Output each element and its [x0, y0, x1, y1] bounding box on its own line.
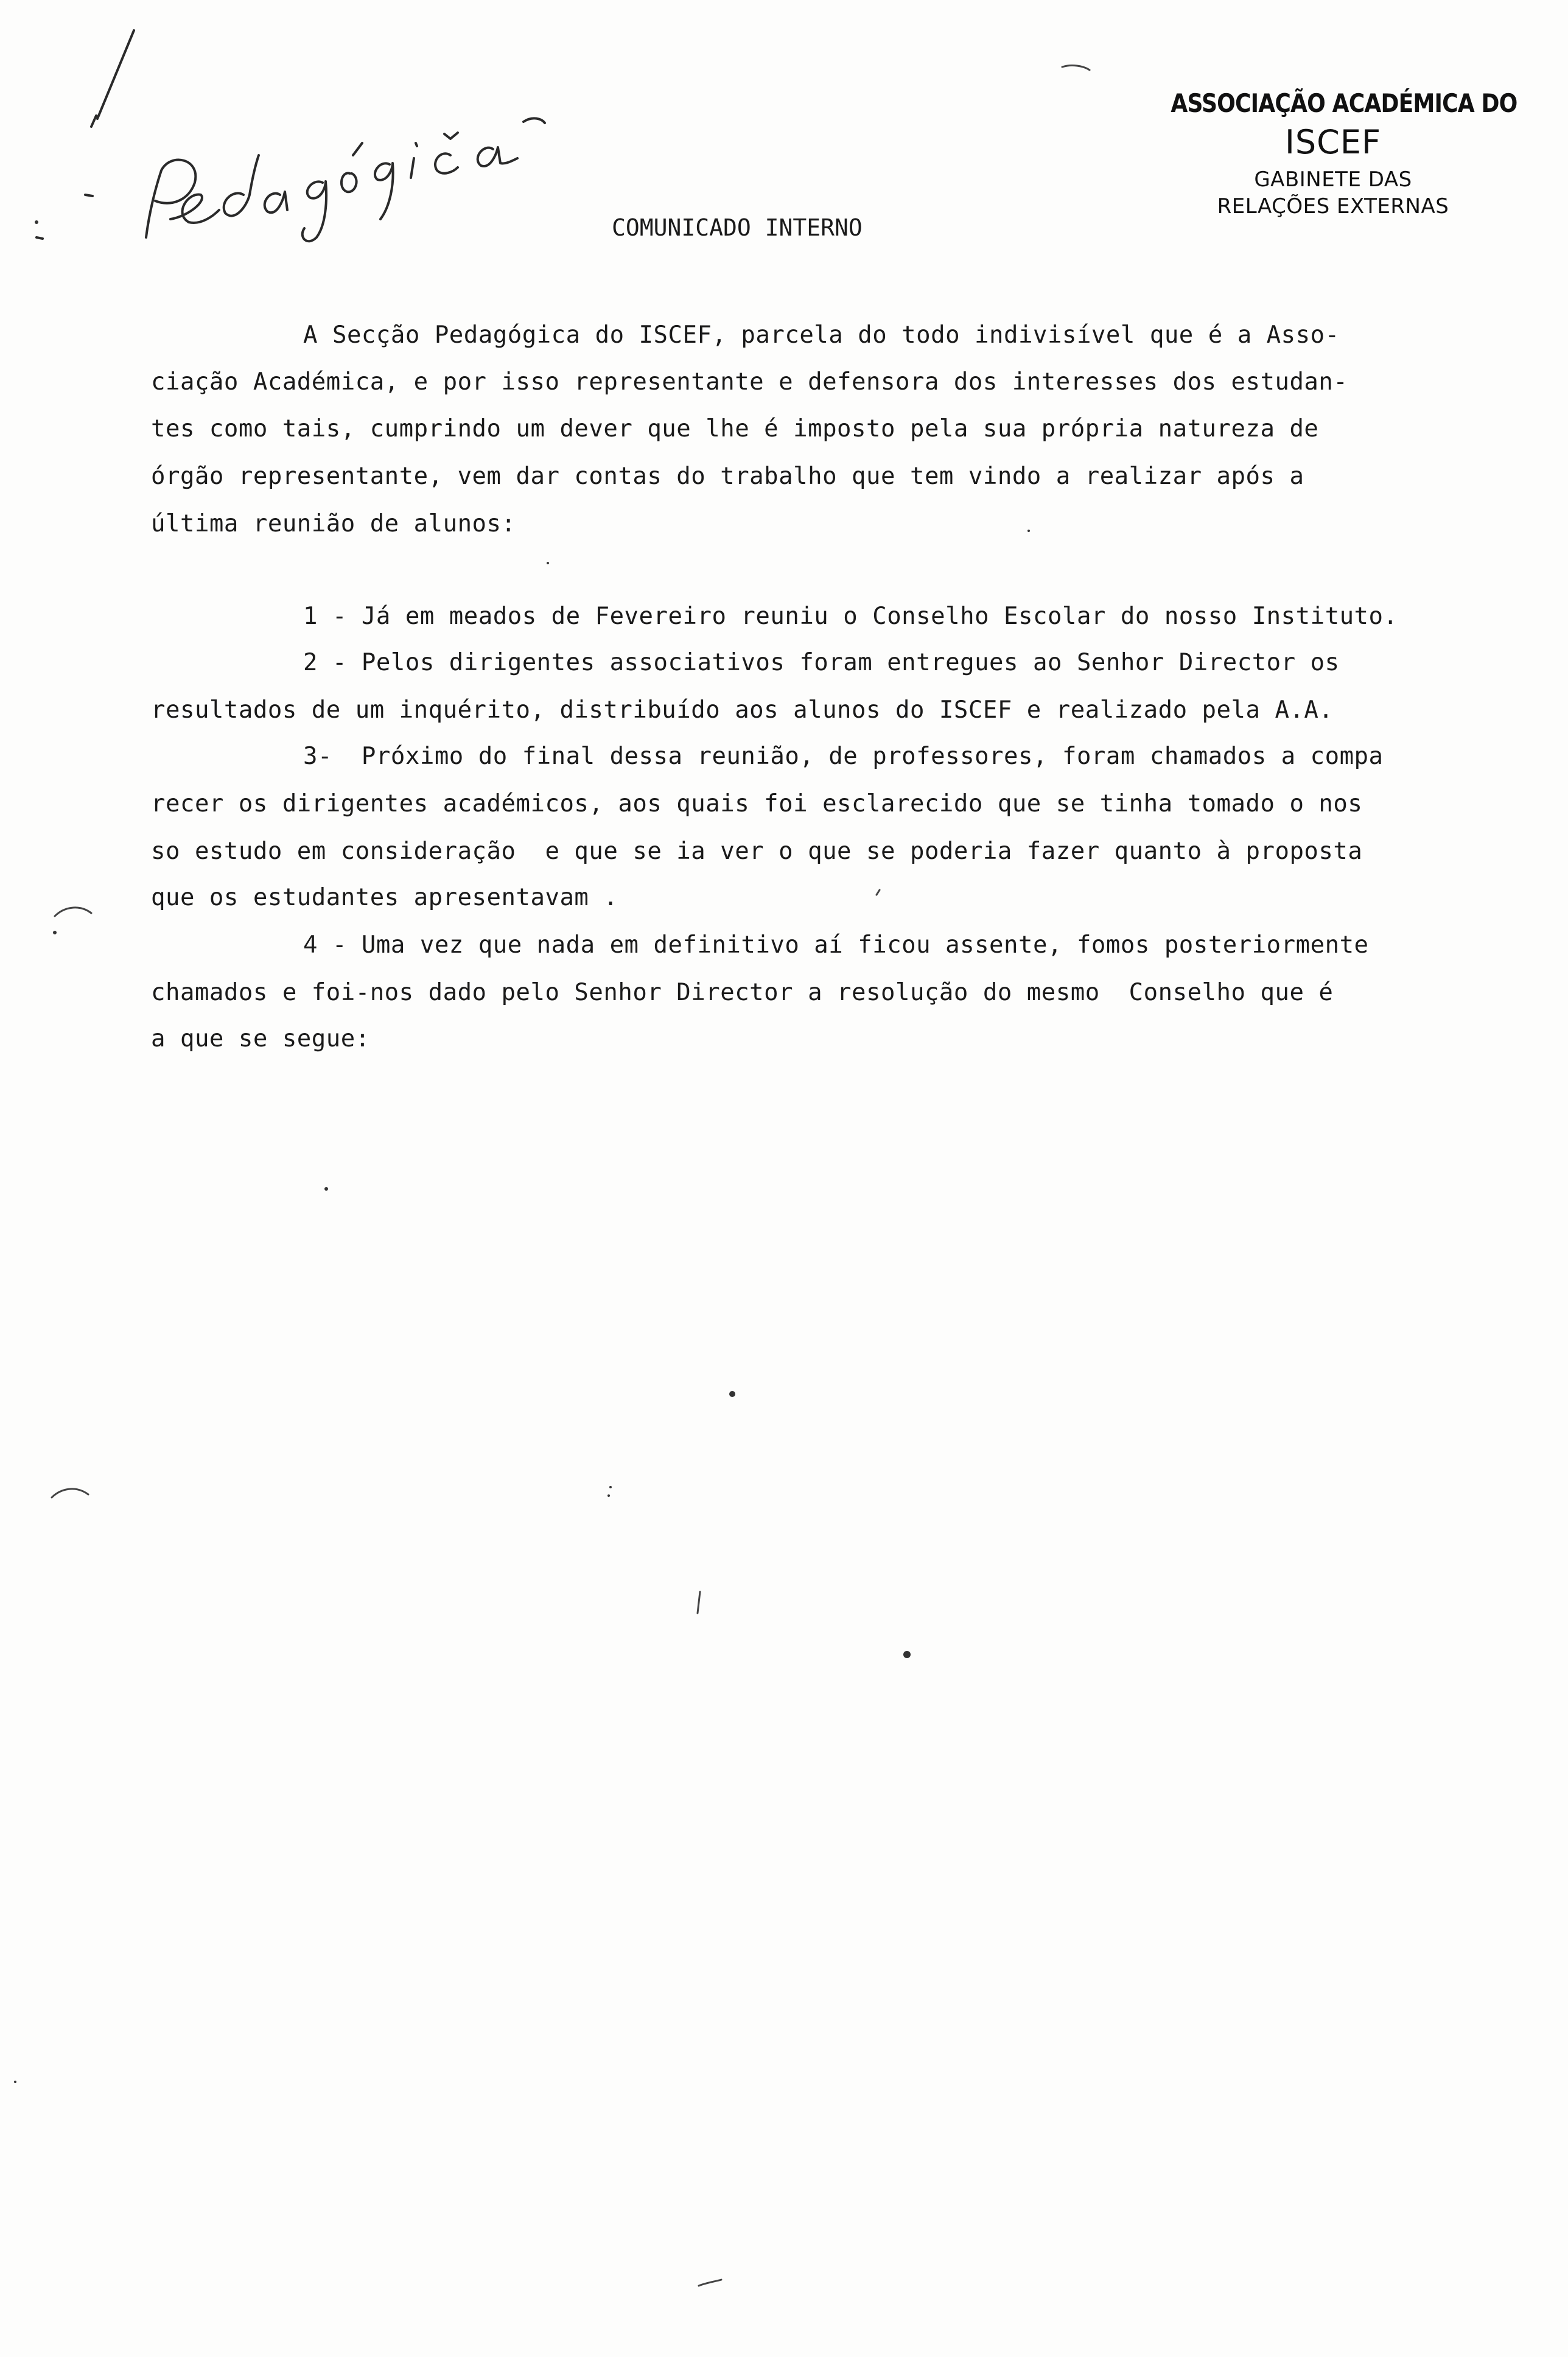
item-3-line: que os estudantes apresentavam .	[151, 884, 618, 911]
intro-line: ciação Académica, e por isso representante e defensora dos interesses dos estudan-	[151, 368, 1348, 396]
institute-name: ISCEF	[1284, 123, 1382, 161]
organization-name: ASSOCIAÇÃO ACADÉMICA DO	[1171, 88, 1517, 118]
item-3-line: so estudo em consideração e que se ia ver o que se poderia fazer quanto à proposta	[151, 838, 1363, 865]
intro-line: órgão representante, vem dar contas do trabalho que tem vindo a realizar após a	[151, 463, 1304, 490]
item-2-line: resultados de um inquérito, distribuído aos alunos do ISCEF e realizado pela A.A.	[151, 696, 1334, 724]
intro-line: tes como tais, cumprindo um dever que lhe é imposto pela sua própria natureza de	[151, 415, 1319, 443]
item-4-line: chamados e foi-nos dado pelo Senhor Director a resolução do mesmo Conselho que é	[151, 979, 1334, 1006]
intro-line: última reunião de alunos:	[151, 510, 516, 538]
department-line-2: RELAÇÕES EXTERNAS	[1217, 194, 1449, 219]
item-3-line: 3- Próximo do final dessa reunião, de professores, foram chamados a compa	[303, 743, 1384, 770]
department-line-1: GABINETE DAS	[1254, 167, 1412, 192]
item-1-line: 1 - Já em meados de Fevereiro reuniu o Conselho Escolar do nosso Instituto.	[303, 603, 1398, 630]
handwritten-annotation	[24, 18, 548, 274]
item-4-line: 4 - Uma vez que nada em definitivo aí ficou assente, fomos posteriormente	[303, 931, 1369, 959]
intro-line: A Secção Pedagógica do ISCEF, parcela do todo indivisível que é a Asso-	[303, 321, 1340, 349]
document-title: COMUNICADO INTERNO	[612, 214, 863, 241]
item-3-line: recer os dirigentes académicos, aos quais foi esclarecido que se tinha tomado o nos	[151, 790, 1363, 818]
handwritten-note-text: Pedagógica	[24, 18, 27, 19]
item-4-line: a que se segue:	[151, 1025, 370, 1052]
item-2-line: 2 - Pelos dirigentes associativos foram entregues ao Senhor Director os	[303, 649, 1340, 676]
letterhead	[1144, 88, 1522, 219]
